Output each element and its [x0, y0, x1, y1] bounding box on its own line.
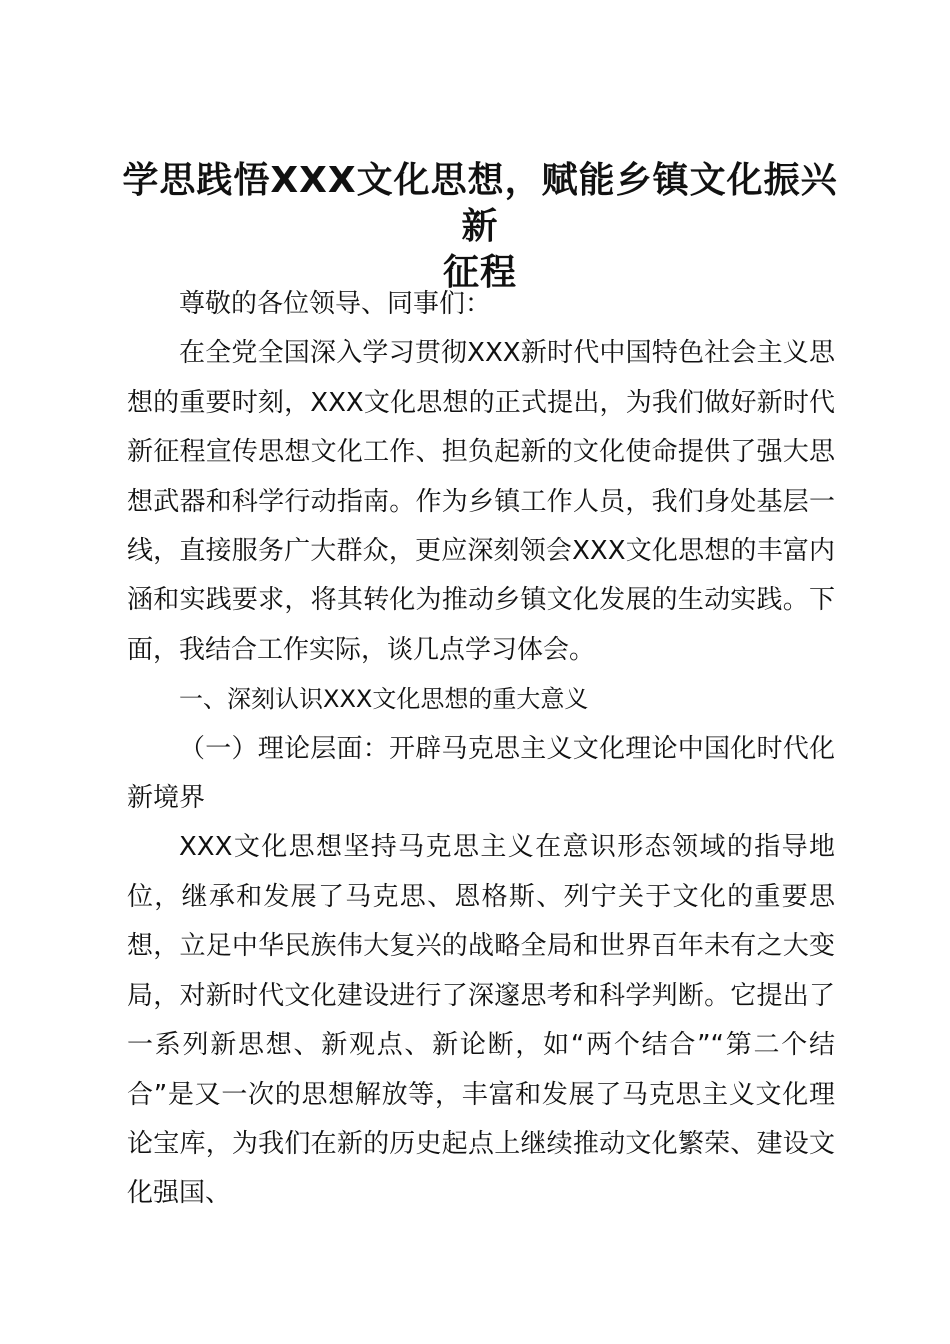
section-heading-1: 一、深刻认识XXX文化思想的重大意义 — [179, 685, 589, 714]
subsection-heading-1: （一）理论层面：开辟马克思主义文化理论中国化时代化新境界 — [127, 733, 835, 814]
document-title — [120, 158, 840, 296]
salutation: 尊敬的各位领导、同事们： — [179, 289, 492, 319]
title-line-2: 征程 — [442, 252, 517, 293]
theory-paragraph: XXX文化思想坚持马克思主义在意识形态领域的指导地位，继承和发展了马克思、恩格斯、列宁关于文化的重要思想，立足中华民族伟大复兴的战略全局和世界百年未有之大变局，对新时代文化建设进行了深邃思考和科学判断。它提出了一系列新思想、新观点、新论断，如“两个结合”“第二个结合”是又一次的思想解放等，丰富和发展了马克思主义文化理论宝库，为我们在新的历史起点上继续推动文化繁荣、建设文化强国、 — [127, 832, 835, 1209]
intro-paragraph: 在全党全国深入学习贯彻XXX新时代中国特色社会主义思想的重要时刻，XXX文化思想的正式提出，为我们做好新时代新征程宣传思想文化工作、担负起新的文化使命提供了强大思想武器和科学行动指南。作为乡镇工作人员，我们身处基层一线，直接服务广大群众，更应深刻领会XXX文化思想的丰富内涵和实践要求，将其转化为推动乡镇文化发展的生动实践。下面，我结合工作实际，谈几点学习体会。 — [127, 338, 835, 665]
document-body — [127, 280, 835, 1219]
title-line-1: 学思践悟XXX文化思想，赋能乡镇文化振兴新 — [122, 160, 838, 247]
